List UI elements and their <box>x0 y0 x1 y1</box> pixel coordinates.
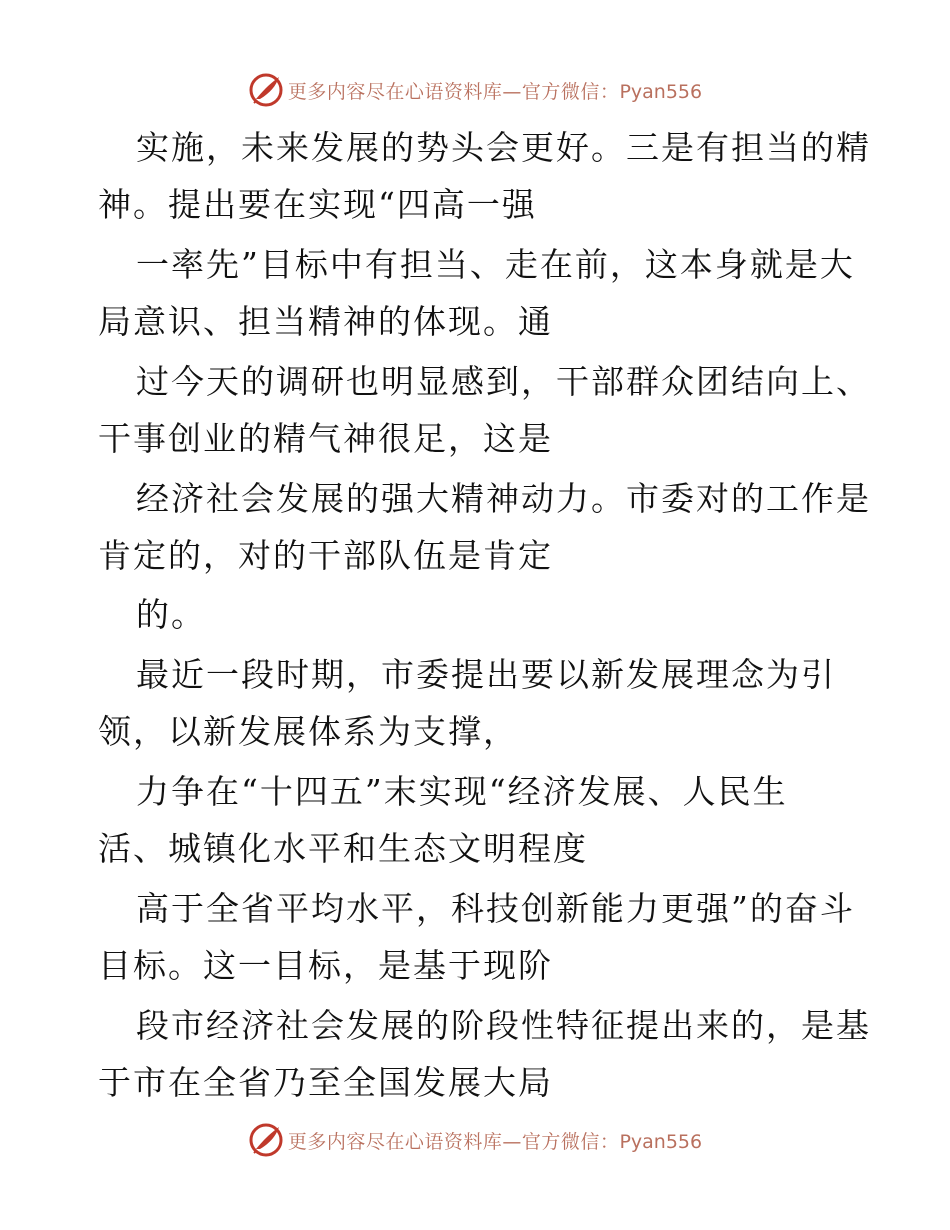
text-line: 领，以新发展体系为支撑， <box>98 712 518 751</box>
text-line: 于市在全省乃至全国发展大局 <box>98 1063 553 1102</box>
text-line: 神。提出要在实现“四高一强 <box>98 185 537 224</box>
text-line: 干事创业的精气神很足，这是 <box>98 419 553 458</box>
text-line: 的。 <box>136 595 206 634</box>
text-line: 过今天的调研也明显感到，干部群众团结向上、 <box>136 362 871 401</box>
watermark-brand: 更多内容尽在心语资料库— <box>287 1130 522 1153</box>
watermark-official-label: 官方微信： <box>521 1130 620 1153</box>
text-line: 实施，未来发展的势头会更好。三是有担当的精 <box>136 128 871 167</box>
footer-watermark <box>0 1120 950 1160</box>
text-line: 目标。这一目标，是基于现阶 <box>98 946 553 985</box>
watermark-text <box>288 1127 702 1154</box>
text-line: 经济社会发展的强大精神动力。市委对的工作是 <box>136 479 871 518</box>
watermark-wechat-id: Pyan556 <box>619 1130 703 1153</box>
watermark-brand: 更多内容尽在心语资料库— <box>287 80 522 103</box>
watermark-wechat-id: Pyan556 <box>619 80 703 103</box>
quill-pen-logo-icon <box>248 1122 284 1158</box>
text-line: 段市经济社会发展的阶段性特征提出来的，是基 <box>136 1006 871 1045</box>
text-line: 局意识、担当精神的体现。通 <box>98 302 553 341</box>
text-line: 一率先”目标中有担当、走在前，这本身就是大 <box>136 245 855 284</box>
text-line: 活、城镇化水平和生态文明程度 <box>98 829 588 868</box>
text-line: 高于全省平均水平，科技创新能力更强”的奋斗 <box>136 889 855 928</box>
text-line: 力争在“十四五”末实现“经济发展、人民生 <box>136 772 788 811</box>
text-line: 肯定的，对的干部队伍是肯定 <box>98 536 553 575</box>
text-line: 最近一段时期，市委提出要以新发展理念为引 <box>136 655 836 694</box>
watermark-official-label: 官方微信： <box>521 80 620 103</box>
